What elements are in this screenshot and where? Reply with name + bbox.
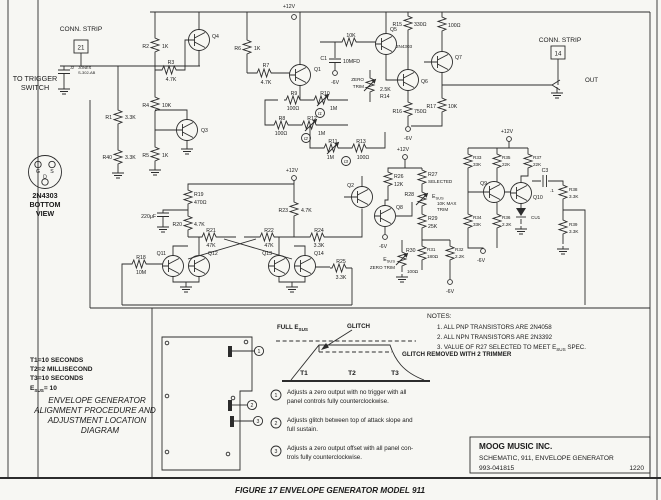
panel-trimmer-1 bbox=[228, 346, 232, 357]
transistor-q5-ref: Q5 bbox=[390, 27, 397, 33]
adjustment-notes-list bbox=[271, 389, 413, 461]
resistor-r33-symbol bbox=[464, 152, 472, 171]
resistor-r24-symbol bbox=[308, 233, 330, 241]
resistor-r9-value: 100Ω bbox=[286, 106, 300, 112]
transistor-q3-symbol bbox=[177, 120, 198, 141]
bottom-view-part: 2N4303 bbox=[32, 191, 58, 200]
doc-number: 993-041815 bbox=[479, 465, 515, 472]
r28-trim-label-2: TRIM bbox=[437, 207, 449, 212]
diode-cu1-symbol bbox=[516, 208, 526, 217]
resistor-r17-value: 10K bbox=[448, 104, 458, 110]
r39-ground bbox=[557, 246, 569, 254]
jack-ref: J2 bbox=[70, 65, 75, 70]
capacitor-c1-ref: C1 bbox=[320, 56, 327, 62]
resistor-r7-value: 4.7K bbox=[260, 80, 272, 86]
resistor-r38-value: 3.3K bbox=[569, 194, 579, 199]
resistor-r1-value: 3.3K bbox=[125, 115, 136, 121]
resistor-r20-value: 4.7K bbox=[194, 222, 205, 228]
glitch-arrow bbox=[325, 330, 352, 347]
resistor-r13-symbol bbox=[350, 144, 372, 152]
resistor-r33-value: 33K bbox=[473, 162, 482, 167]
schematic-title: SCHEMATIC, 911, ENVELOPE GENERATOR bbox=[479, 455, 614, 462]
resistor-r15-ref: R15 bbox=[392, 22, 402, 28]
r16-neg6-terminal bbox=[406, 127, 411, 132]
panel-outline bbox=[162, 337, 252, 470]
q8-neg6-label: -6V bbox=[378, 244, 388, 250]
output-buffer-stage bbox=[464, 129, 585, 305]
transistor-q14-ref: Q14 bbox=[314, 251, 324, 257]
p12-output-terminal bbox=[507, 137, 512, 142]
pin-s-label: S bbox=[50, 169, 54, 175]
resistor-r18-symbol bbox=[130, 260, 152, 268]
r28-esus-label: $E_{SUS}$ bbox=[432, 194, 444, 201]
resistor-r25-value: 3.3K bbox=[335, 275, 347, 281]
resistor-r23-ref: R23 bbox=[278, 208, 288, 214]
panel-screw bbox=[231, 396, 235, 400]
resistor-r16-value: 750Ω bbox=[414, 109, 427, 115]
transistor-q13-ref: Q13 bbox=[262, 251, 272, 257]
transistor-q4-symbol bbox=[189, 30, 210, 51]
transistor-q13-symbol bbox=[269, 256, 290, 277]
bottom-view-word1: BOTTOM bbox=[29, 200, 61, 209]
p12-output-label: +12V bbox=[500, 129, 514, 135]
alignment-title-3: ADJUSTMENT LOCATION bbox=[47, 416, 147, 425]
resistor-r6-symbol bbox=[243, 38, 251, 57]
graph-t3-label: T3 bbox=[391, 370, 399, 377]
figure-caption: FIGURE 17 ENVELOPE GENERATOR MODEL 911 bbox=[234, 486, 426, 495]
resistor-r31-value: 180Ω bbox=[427, 254, 439, 259]
adjust-note-3-line1: Adjusts a zero output offset with all panel con- bbox=[287, 445, 414, 452]
capacitor-c3-ref: C3 bbox=[541, 168, 549, 174]
resistor-r24-value: 3.3K bbox=[313, 243, 325, 249]
fet-buffer-stage bbox=[320, 12, 462, 142]
capacitor-c1-symbol bbox=[329, 59, 341, 63]
resistor-r16-symbol bbox=[404, 100, 412, 119]
transistor-q14-symbol bbox=[295, 256, 316, 277]
pin-s-circle bbox=[49, 161, 55, 167]
alignment-text-block bbox=[30, 357, 156, 435]
resistor-r29-ref: R29 bbox=[428, 216, 438, 222]
transistor-q7-symbol bbox=[432, 52, 453, 73]
transistor-bottom-view bbox=[29, 156, 62, 219]
trigger-jack-symbol bbox=[58, 70, 70, 74]
resistor-r13-value: 100Ω bbox=[356, 155, 370, 161]
resistor-r31-symbol bbox=[418, 244, 426, 263]
out-jack-ground bbox=[551, 90, 563, 98]
resistor-r27-symbol bbox=[418, 168, 426, 187]
panel-callout-num-2: 2 bbox=[250, 403, 254, 409]
r34-neg6-terminal bbox=[481, 249, 486, 254]
resistor-r2-ref: R2 bbox=[142, 44, 149, 50]
resistor-r28-ref: R28 bbox=[404, 192, 414, 198]
resistor-r21-symbol bbox=[200, 233, 222, 241]
adjust-note-1-num: 1 bbox=[274, 393, 278, 399]
transistor-q7-ref: Q7 bbox=[455, 55, 462, 61]
conn-strip-left-pin: 21 bbox=[77, 44, 85, 52]
alignment-title-4: DIAGRAM bbox=[80, 426, 120, 435]
transistor-q8-ref: Q8 bbox=[396, 205, 403, 211]
resistor-r26-value: 12K bbox=[394, 182, 404, 188]
resistor-r40-symbol bbox=[114, 148, 122, 167]
note-1: 1. ALL PNP TRANSISTORS ARE 2N4058 bbox=[437, 324, 552, 331]
c220-ground bbox=[157, 224, 169, 232]
resistor-r11-ref: R11 bbox=[328, 139, 338, 145]
r5-ground bbox=[149, 167, 161, 175]
resistor-r18-ref: R18 bbox=[136, 255, 146, 261]
capacitor-220uf-symbol bbox=[157, 213, 169, 217]
panel-trimmer-2 bbox=[228, 400, 232, 411]
resistor-r33-ref: R33 bbox=[473, 155, 482, 160]
pin-g-label: G bbox=[35, 169, 41, 175]
adjust-note-3-line2: trols fully counterclockwise. bbox=[287, 454, 362, 461]
resistor-r8-symbol bbox=[272, 121, 294, 129]
transistor-q6-symbol bbox=[398, 70, 419, 91]
wires-out bbox=[442, 59, 560, 90]
resistor-r5-value: 1K bbox=[162, 153, 169, 159]
resistor-r32-value: 2.2K bbox=[455, 254, 465, 259]
r16-neg6-label: -6V bbox=[403, 136, 413, 142]
resistor-r15-symbol bbox=[404, 14, 412, 33]
resistor-r23-symbol bbox=[290, 200, 298, 219]
resistor-r8-value: 100Ω bbox=[274, 131, 288, 137]
resistor-r39-ref: R39 bbox=[569, 222, 578, 227]
transistor-q1-symbol bbox=[290, 65, 311, 86]
resistor-r22-value: 47K bbox=[264, 243, 274, 249]
transistor-q5-symbol bbox=[376, 34, 397, 55]
c1-neg6-label: -6V bbox=[330, 80, 340, 86]
notes-block bbox=[427, 313, 586, 352]
resistor-r14-ref: R14 bbox=[380, 94, 390, 100]
wires-output-buffer bbox=[468, 142, 585, 306]
resistor-r30-value: 100Ω bbox=[407, 269, 419, 274]
transistor-q1-ref: Q1 bbox=[314, 67, 321, 73]
full-esus-label: FULL $E_{SUS}$ bbox=[277, 324, 308, 332]
resistor-r30-ref: R30 bbox=[406, 248, 416, 254]
trim-mark-t2: t2 bbox=[304, 136, 308, 141]
resistor-r36-symbol bbox=[493, 212, 501, 231]
resistor-r1-ref: R1 bbox=[105, 115, 112, 121]
alignment-t2: T2=2 MILLISECOND bbox=[30, 366, 93, 373]
resistor-r19-symbol bbox=[184, 188, 192, 207]
resistor-r12-value: 1M bbox=[318, 131, 326, 137]
capacitor-220uf-value: 220μF bbox=[141, 214, 156, 220]
resistor-r21-ref: R21 bbox=[206, 228, 216, 234]
resistor-r13-ref: R13 bbox=[356, 139, 366, 145]
p12-sustain-label: +12V bbox=[396, 147, 410, 153]
resistor-r4-ref: R4 bbox=[142, 103, 149, 109]
resistor-r38-ref: R38 bbox=[569, 187, 578, 192]
resistor-r26-ref: R26 bbox=[394, 174, 404, 180]
resistor-r10-ref: R10 bbox=[320, 91, 330, 97]
resistor-r34-symbol bbox=[464, 212, 472, 231]
resistor-r4-value: 10K bbox=[162, 103, 172, 109]
transistor-q10-ref: Q10 bbox=[533, 195, 543, 201]
flipflop-stage bbox=[122, 168, 373, 305]
transistor-q2-symbol bbox=[352, 187, 373, 208]
note-2: 2. ALL NPN TRANSISTORS ARE 2N3392 bbox=[437, 334, 553, 341]
resistor-r27-value: SELECTED bbox=[428, 179, 453, 184]
alignment-title-2: ALIGNMENT PROCEDURE AND bbox=[34, 406, 156, 415]
adjust-note-2-line1: Adjusts glitch between top of attack slope and bbox=[287, 417, 413, 424]
conn-strip-left-label: CONN. STRIP bbox=[59, 26, 103, 33]
diode-cu1-ref: CU1 bbox=[531, 215, 541, 220]
adjust-note-1-line2: panel controls fully counterclockwise. bbox=[287, 398, 389, 405]
resistor-100ohm-value: 100Ω bbox=[448, 23, 461, 29]
transistor-q9-ref: Q9 bbox=[480, 181, 487, 187]
resistor-r24-ref: R24 bbox=[314, 228, 324, 234]
resistor-r7-symbol bbox=[255, 69, 277, 77]
resistor-r6-ref: R6 bbox=[234, 46, 241, 52]
transistor-q3-ref: Q3 bbox=[201, 128, 208, 134]
transistor-q11-ref: Q11 bbox=[156, 251, 166, 257]
resistor-r39-value: 3.3K bbox=[569, 229, 579, 234]
resistor-r2-symbol bbox=[151, 36, 159, 55]
output-connector-section bbox=[442, 37, 598, 98]
input-stage bbox=[102, 12, 219, 178]
panel-screw bbox=[165, 394, 169, 398]
resistor-r22-ref: R22 bbox=[264, 228, 274, 234]
resistor-r11-value: 1M bbox=[326, 155, 334, 161]
out-label: OUT bbox=[585, 77, 599, 84]
resistor-r34-value: 33K bbox=[473, 222, 482, 227]
panel-callout-num-1: 1 bbox=[257, 349, 261, 355]
resistor-r3-value: 4.7K bbox=[165, 77, 177, 83]
r30-esus-label: $E_{SUS}$ bbox=[383, 257, 395, 264]
panel-callout-num-3: 3 bbox=[256, 419, 260, 425]
resistor-r25-ref: R25 bbox=[336, 259, 346, 265]
glitch-label: GLITCH bbox=[347, 323, 371, 330]
resistor-r27-ref: R27 bbox=[428, 172, 438, 178]
resistor-r21-value: 47K bbox=[206, 243, 216, 249]
adjust-note-2-line2: full sustain. bbox=[287, 426, 318, 433]
transistor-q10-symbol bbox=[511, 183, 532, 204]
transistor-q12-symbol bbox=[189, 256, 210, 277]
resistor-r14-value: 2.5K bbox=[380, 87, 391, 93]
trim-mark-t3: t3 bbox=[344, 159, 348, 164]
resistor-r17-ref: R17 bbox=[426, 104, 436, 110]
r34-neg6-label: -6V bbox=[476, 258, 486, 264]
company-name: MOOG MUSIC INC. bbox=[479, 442, 553, 451]
r28-trim-label-1: 10K MAX bbox=[437, 201, 457, 206]
r14-zero-label: ZERO bbox=[351, 77, 364, 82]
transistor-q6-ref: Q6 bbox=[421, 79, 428, 85]
panel-screw bbox=[226, 452, 230, 456]
wires-flipflop bbox=[122, 176, 362, 305]
alignment-t1: T1=10 SECONDS bbox=[30, 357, 84, 364]
resistor-r20-symbol bbox=[184, 214, 192, 233]
resistor-r17-symbol bbox=[438, 96, 446, 115]
glitch-removed-label: GLITCH REMOVED WITH 2 TRIMMER bbox=[402, 351, 512, 358]
resistor-r7-ref: R7 bbox=[262, 63, 270, 69]
resistor-r40-value: 3.3K bbox=[125, 155, 136, 161]
note-3: 3. VALUE OF R27 SELECTED TO MEET $E_{SUS}$ SPEC. bbox=[437, 344, 586, 352]
trigger-label-1: TO TRIGGER bbox=[12, 74, 58, 83]
alignment-title-1: ENVELOPE GENERATOR bbox=[48, 396, 146, 405]
r30-zero-trim-label: ZERO TRIM bbox=[369, 265, 395, 270]
q11-q12-ground bbox=[180, 284, 192, 292]
sheet-number: 1220 bbox=[629, 465, 644, 472]
q3-ground bbox=[181, 146, 193, 154]
resistor-r19-ref: R19 bbox=[194, 192, 204, 198]
resistor-r32-symbol bbox=[446, 244, 454, 263]
bottom-view-word2: VIEW bbox=[35, 209, 55, 218]
trigger-label-2: SWITCH bbox=[20, 83, 50, 92]
resistor-r15-value: 330Ω bbox=[414, 22, 427, 28]
graph-t1-label: T1 bbox=[300, 370, 308, 377]
panel-screw bbox=[244, 340, 248, 344]
title-block bbox=[470, 437, 650, 473]
resistor-r23-value: 4.7K bbox=[301, 208, 312, 214]
r32-neg6-label: -6V bbox=[445, 289, 455, 295]
sustain-stage bbox=[370, 147, 466, 295]
transistor-q2-ref: Q2 bbox=[347, 183, 354, 189]
resistor-r8-ref: R8 bbox=[278, 116, 286, 122]
capacitor-c1-value: 10MFD bbox=[343, 59, 361, 65]
envelope-graph bbox=[276, 323, 512, 381]
resistor-100ohm-symbol bbox=[438, 15, 446, 34]
r14-trim-label: TRIM bbox=[352, 84, 364, 89]
resistor-r3-symbol bbox=[160, 66, 182, 74]
resistor-r37-symbol bbox=[524, 152, 532, 171]
adjust-note-2-num: 2 bbox=[274, 421, 278, 427]
resistor-r26-symbol bbox=[384, 170, 392, 189]
resistor-r1-symbol bbox=[114, 108, 122, 127]
resistor-r29-symbol bbox=[418, 212, 426, 231]
conn-strip-right-pin: 14 bbox=[554, 50, 562, 58]
resistor-r34-ref: R34 bbox=[473, 215, 482, 220]
r30-ground bbox=[396, 274, 408, 282]
resistor-r37-ref: R37 bbox=[533, 155, 542, 160]
panel-trimmer-3 bbox=[230, 416, 234, 427]
resistor-r36-value: 2.2K bbox=[502, 222, 512, 227]
resistor-r36-ref: R36 bbox=[502, 215, 511, 220]
resistor-r22-symbol bbox=[258, 233, 280, 241]
r32-neg6-terminal bbox=[448, 280, 453, 285]
resistor-r38-symbol bbox=[559, 183, 567, 202]
p12-top-label: +12V bbox=[282, 4, 296, 10]
resistor-gate-symbol bbox=[340, 38, 362, 46]
resistor-r6-value: 1K bbox=[254, 46, 261, 52]
jack-type-1: JONES bbox=[78, 65, 92, 70]
panel-screw bbox=[165, 450, 169, 454]
resistor-r29-value: 25K bbox=[428, 224, 438, 230]
r40-ground bbox=[112, 170, 124, 178]
capacitor-c3-symbol bbox=[543, 175, 547, 187]
bottom-view-outline bbox=[29, 156, 62, 189]
resistor-r25-symbol bbox=[330, 264, 352, 272]
adjust-note-3-num: 3 bbox=[274, 449, 278, 455]
resistor-r4-symbol bbox=[151, 95, 159, 114]
cu1-ground bbox=[515, 226, 527, 234]
resistor-r3-ref: R3 bbox=[167, 60, 175, 66]
jack-type-2: S-302-AB bbox=[78, 70, 96, 75]
resistor-r2-value: 1K bbox=[162, 44, 169, 50]
p12-top-terminal bbox=[292, 15, 297, 20]
resistor-r39-symbol bbox=[559, 218, 567, 237]
resistor-r20-ref: R20 bbox=[172, 222, 182, 228]
adjustment-panel-drawing bbox=[162, 337, 264, 470]
resistor-r5-symbol bbox=[151, 145, 159, 164]
resistor-r16-ref: R16 bbox=[392, 109, 402, 115]
conn-strip-right-label: CONN. STRIP bbox=[538, 37, 582, 44]
resistor-r9-ref: R9 bbox=[290, 91, 298, 97]
p12-ff-label: +12V bbox=[285, 168, 299, 174]
p12-sustain-terminal bbox=[403, 155, 408, 160]
resistor-gate-value: 10K bbox=[346, 33, 356, 39]
alignment-t3: T3=10 SECONDS bbox=[30, 375, 84, 382]
panel-screw bbox=[165, 341, 169, 345]
resistor-r5-ref: R5 bbox=[142, 153, 149, 159]
glitch-arrow-head bbox=[321, 343, 329, 350]
p12-ff-terminal bbox=[292, 176, 297, 181]
resistor-r40-ref: R40 bbox=[102, 155, 112, 161]
resistor-r18-value: 10M bbox=[135, 270, 147, 276]
adjust-note-1-line1: Adjusts a zero output with no trigger with all bbox=[287, 389, 407, 396]
q8-neg6-terminal bbox=[383, 235, 388, 240]
resistor-r19-value: 470Ω bbox=[194, 200, 207, 206]
resistor-r35-symbol bbox=[493, 152, 501, 171]
capacitor-c3-value: .1 bbox=[550, 188, 554, 193]
transistor-q12-ref: Q12 bbox=[208, 251, 218, 257]
resistor-r35-value: 22K bbox=[502, 162, 511, 167]
resistor-r12-ref: R12 bbox=[307, 116, 317, 122]
transistor-q4-ref: Q4 bbox=[212, 34, 219, 40]
trim-mark-t1: t1 bbox=[318, 111, 322, 116]
transistor-q8-symbol bbox=[375, 206, 396, 227]
transistor-q11-symbol bbox=[163, 256, 184, 277]
transistor-q5-type: 2N4303 bbox=[396, 44, 413, 49]
q13-q14-ground bbox=[286, 284, 298, 292]
resistor-r9-symbol bbox=[284, 96, 306, 104]
pin-d-label: D bbox=[43, 174, 47, 181]
resistor-r31-ref: R31 bbox=[427, 247, 436, 252]
resistor-r37-value: 22K bbox=[533, 162, 542, 167]
resistor-r32-ref: R32 bbox=[455, 247, 464, 252]
alignment-esus: $E_{SUS}= 10$ bbox=[30, 385, 57, 393]
trigger-ground bbox=[58, 86, 70, 94]
resistor-r35-ref: R35 bbox=[502, 155, 511, 160]
resistor-r10-value: 1M bbox=[330, 106, 338, 112]
notes-title: NOTES: bbox=[427, 313, 452, 320]
c1-neg6-terminal bbox=[333, 71, 338, 76]
graph-t2-label: T2 bbox=[348, 370, 356, 377]
